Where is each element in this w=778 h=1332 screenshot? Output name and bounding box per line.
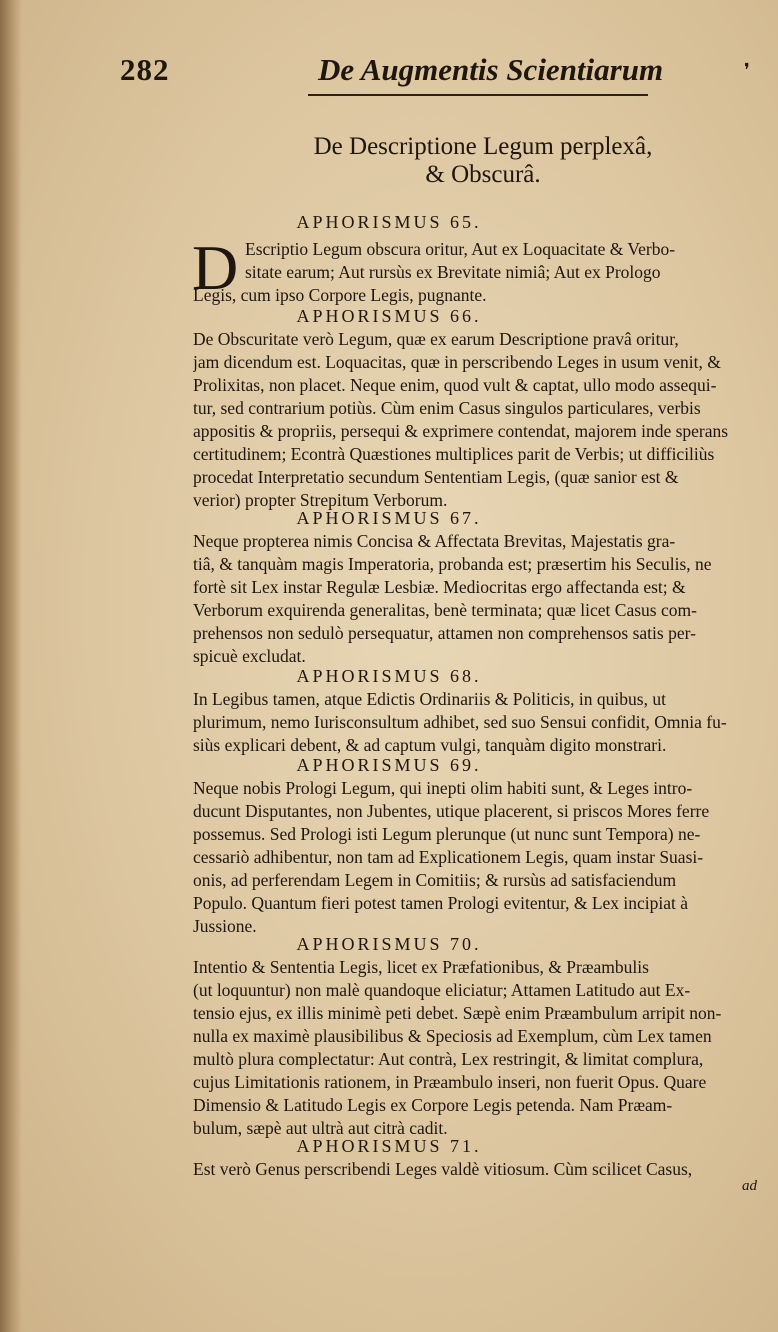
text-line: Legis, cum ipso Corpore Legis, pugnante. bbox=[193, 285, 487, 305]
text-line: tensio ejus, ex illis minimè peti debet. Sæpè enim Præambulum arripit non- bbox=[193, 1003, 722, 1023]
aphorism-71-heading: APHORISMUS 71. bbox=[296, 1136, 482, 1156]
text-line: prehensos non sedulò persequatur, attamen non comprehensos satis per- bbox=[193, 623, 696, 643]
text-line: appositis & propriis, persequi & exprimere contendat, majorem inde sperans bbox=[193, 421, 729, 441]
text-line: Est verò Genus perscribendi Leges valdè vitiosum. Cùm scilicet Casus, bbox=[193, 1159, 693, 1179]
drop-capital: D bbox=[192, 232, 239, 303]
aphorism-67-heading: APHORISMUS 67. bbox=[296, 508, 482, 528]
aphorism-66-text bbox=[193, 328, 758, 512]
running-title: De Augmentis Scientiarum bbox=[318, 52, 664, 87]
text-line: tiâ, & tanquàm magis Imperatoria, probanda est; præsertim his Seculis, ne bbox=[193, 554, 712, 574]
aphorism-68-heading: APHORISMUS 68. bbox=[296, 666, 482, 686]
text-line: De Obscuritate verò Legum, quæ ex earum Descriptione pravâ oritur, bbox=[193, 329, 679, 349]
page-number: 282 bbox=[120, 52, 170, 87]
header-rule bbox=[308, 94, 648, 96]
text-line: Populo. Quantum fieri potest tamen Prologi evitentur, & Lex incipiat à bbox=[193, 893, 689, 913]
text-line: bulum, sæpè aut ultrà aut citrà cadit. bbox=[193, 1118, 448, 1138]
text-line: Jussione. bbox=[193, 916, 257, 936]
text-line: cessariò adhibentur, non tam ad Explicationem Legis, quam instar Suasi- bbox=[193, 847, 704, 867]
aphorism-67-text bbox=[193, 530, 758, 668]
text-line: possemus. Sed Prologi isti Legum plerunque (ut nunc sunt Tempora) ne- bbox=[193, 824, 701, 844]
text-line: siùs explicari debent, & ad captum vulgi, tanquàm digito monstrari. bbox=[193, 735, 667, 755]
text-line: Neque propterea nimis Concisa & Affectata Brevitas, Majestatis gra- bbox=[193, 531, 676, 551]
text-line: Verborum exquirenda generalitas, benè terminata; quæ licet Casus com- bbox=[193, 600, 697, 620]
text-line: onis, ad perferendam Legem in Comitiis; & rursùs ad satisfaciendum bbox=[193, 870, 677, 890]
text-line: ducunt Disputantes, non Jubentes, utique placerent, si priscos Mores ferre bbox=[193, 801, 710, 821]
text-line: multò plura complectatur: Aut contrà, Lex restringit, & limitat complura, bbox=[193, 1049, 704, 1069]
text-line: plurimum, nemo Iurisconsultum adhibet, sed suo Sensui confidit, Omnia fu- bbox=[193, 712, 727, 732]
catchword: ad bbox=[742, 1178, 757, 1194]
text-line: sitate earum; Aut rursùs ex Brevitate nimiâ; Aut ex Prologo bbox=[245, 262, 661, 282]
aphorism-65-heading: APHORISMUS 65. bbox=[296, 212, 482, 232]
text-line: nulla ex maximè plausibilibus & Speciosis ad Exemplum, cùm Lex tamen bbox=[193, 1026, 712, 1046]
text-line: verior) propter Strepitum Verborum. bbox=[193, 490, 448, 510]
text-line: certitudinem; Econtrà Quæstiones multiplices parit de Verbis; ut difficiliùs bbox=[193, 444, 715, 464]
text-line: Escriptio Legum obscura oritur, Aut ex Loquacitate & Verbo- bbox=[245, 239, 676, 259]
aphorism-71-text bbox=[193, 1158, 758, 1181]
aphorism-65-text bbox=[192, 232, 758, 307]
aphorism-70-text bbox=[193, 956, 758, 1140]
text-line: Dimensio & Latitudo Legis ex Corpore Legis petenda. Nam Præam- bbox=[193, 1095, 673, 1115]
text-line: Intentio & Sententia Legis, licet ex Præfationibus, & Præambulis bbox=[193, 957, 649, 977]
text-line: jam dicendum est. Loquacitas, quæ in perscribendo Leges in usum venit, & bbox=[193, 352, 721, 372]
text-line: spicuè excludat. bbox=[193, 646, 306, 666]
aphorism-66-heading: APHORISMUS 66. bbox=[296, 306, 482, 326]
section-title-line1: De Descriptione Legum perplexâ, bbox=[313, 133, 653, 160]
aphorism-69-text bbox=[193, 777, 758, 938]
corner-mark: ❜ bbox=[744, 60, 750, 80]
aphorism-68-text bbox=[193, 688, 758, 757]
aphorism-69-heading: APHORISMUS 69. bbox=[296, 755, 482, 775]
text-line: cujus Limitationis rationem, in Præambulo inseri, non fuerit Opus. Quare bbox=[193, 1072, 707, 1092]
running-head bbox=[0, 52, 778, 96]
section-title-line2: & Obscurâ. bbox=[425, 161, 541, 188]
text-line: procedat Interpretatio secundum Sententiam Legis, (quæ sanior est & bbox=[193, 467, 679, 487]
text-line: fortè sit Lex instar Regulæ Lesbiæ. Mediocritas ergo affectanda est; & bbox=[193, 577, 686, 597]
text-line: Neque nobis Prologi Legum, qui inepti olim habiti sunt, & Leges intro- bbox=[193, 778, 693, 798]
aphorism-70-heading: APHORISMUS 70. bbox=[296, 934, 482, 954]
text-line: In Legibus tamen, atque Edictis Ordinariis & Politicis, in quibus, ut bbox=[193, 689, 666, 709]
text-line: (ut loquuntur) non malè quandoque eliciatur; Attamen Latitudo aut Ex- bbox=[193, 980, 691, 1000]
text-line: tur, sed contrarium potiùs. Cùm enim Casus singulos particulares, verbis bbox=[193, 398, 701, 418]
text-line: Prolixitas, non placet. Neque enim, quod vult & captat, ullo modo assequi- bbox=[193, 375, 717, 395]
